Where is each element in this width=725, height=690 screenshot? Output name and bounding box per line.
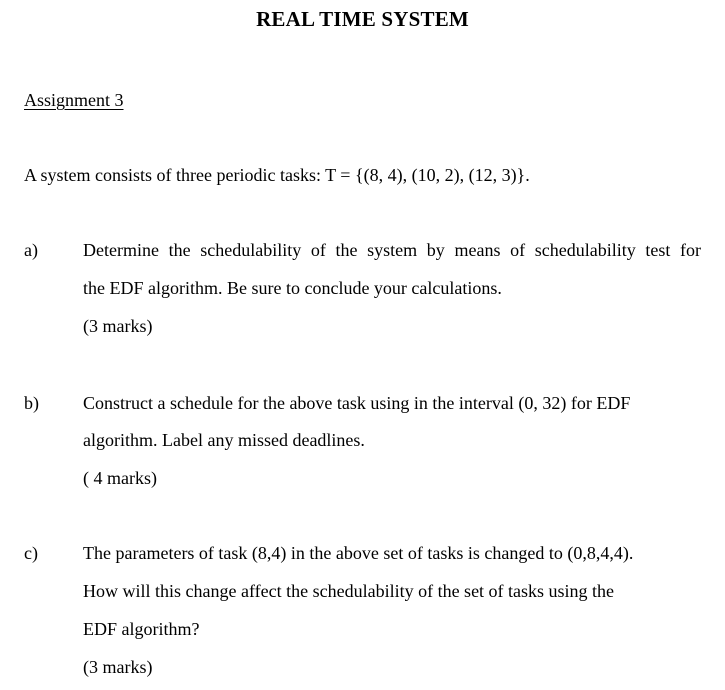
question-marks: (3 marks) — [83, 316, 153, 336]
question-text-line: Determine the schedulability of the system by means of schedulability test for — [83, 240, 701, 260]
question-text-line: The parameters of task (8,4) in the above set of tasks is changed to (0,8,4,4). — [83, 543, 634, 563]
question-text-line: the EDF algorithm. Be sure to conclude your calculations. — [83, 278, 502, 298]
question-text-line: How will this change affect the schedulability of the set of tasks using the — [83, 581, 615, 601]
question-marks: (3 marks) — [83, 657, 153, 677]
question-label: b) — [24, 393, 39, 413]
question-text-line: EDF algorithm? — [83, 619, 200, 639]
problem-statement: A system consists of three periodic tasks: T = {(8, 4), (10, 2), (12, 3)}. — [24, 165, 530, 185]
question-marks: ( 4 marks) — [83, 468, 157, 488]
question-text-line: Construct a schedule for the above task using in the interval (0, 32) for EDF — [83, 393, 631, 413]
assignment-heading: Assignment 3 — [24, 90, 124, 110]
question-text-line: algorithm. Label any missed deadlines. — [83, 430, 365, 450]
question-label: c) — [24, 543, 38, 563]
page-title: REAL TIME SYSTEM — [256, 7, 469, 31]
question-label: a) — [24, 240, 38, 260]
